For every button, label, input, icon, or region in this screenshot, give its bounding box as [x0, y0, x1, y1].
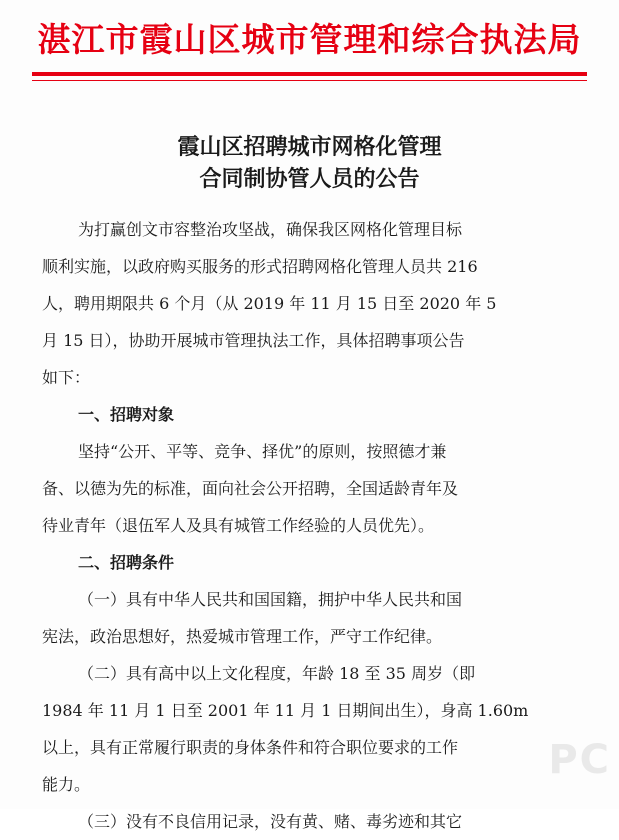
paragraph-line: 顺利实施，以政府购买服务的形式招聘网格化管理人员共 216 — [42, 257, 478, 276]
paragraph-line: （一）具有中华人民共和国国籍，拥护中华人民共和国 — [78, 590, 463, 609]
paragraph-line: 人，聘用期限共 6 个月（从 2019 年 11 月 15 日至 2020 年 5 — [42, 294, 497, 313]
paragraph-line: 坚持“公开、平等、竞争、择优”的原则，按照德才兼 — [78, 442, 447, 461]
paragraph-line: 如下： — [42, 368, 91, 387]
paragraph-line: 待业青年（退伍军人及具有城管工作经验的人员优先）。 — [42, 516, 435, 535]
paragraph-line: 备、以德为先的标准，面向社会公开招聘，全国适龄青年及 — [42, 479, 459, 498]
paragraph-line: （三）没有不良信用记录，没有黄、赌、毒劣迹和其它 — [78, 812, 463, 831]
notice-title-line-2: 合同制协管人员的公告 — [199, 166, 420, 192]
section-heading-recruitment-target: 一、招聘对象 — [78, 405, 175, 424]
paragraph-line: 能力。 — [42, 775, 91, 794]
paragraph-line: 1984 年 11 月 1 日至 2001 年 11 月 1 日期间出生），身高 1.60m — [42, 701, 529, 720]
masthead-rule-thin — [32, 80, 587, 81]
paragraph-line: 为打赢创文市容整治攻坚战，确保我区网格化管理目标 — [78, 220, 463, 239]
paragraph-line: 月 15 日），协助开展城市管理执法工作，具体招聘事项公告 — [42, 331, 465, 350]
notice-body — [42, 211, 582, 840]
section-heading-recruitment-conditions: 二、招聘条件 — [78, 553, 175, 572]
masthead-rule-thick — [32, 72, 587, 76]
paragraph-line: 以上，具有正常履行职责的身体条件和符合职位要求的工作 — [42, 738, 459, 757]
notice-title-line-1: 霞山区招聘城市网格化管理 — [177, 134, 442, 160]
watermark-logo: PC — [548, 737, 611, 783]
paragraph-line: （二）具有高中以上文化程度，年龄 18 至 35 周岁（即 — [78, 664, 476, 683]
paragraph-line: 宪法，政治思想好，热爱城市管理工作，严守工作纪律。 — [42, 627, 443, 646]
masthead-org-name: 湛江市霞山区城市管理和综合执法局 — [37, 20, 582, 59]
